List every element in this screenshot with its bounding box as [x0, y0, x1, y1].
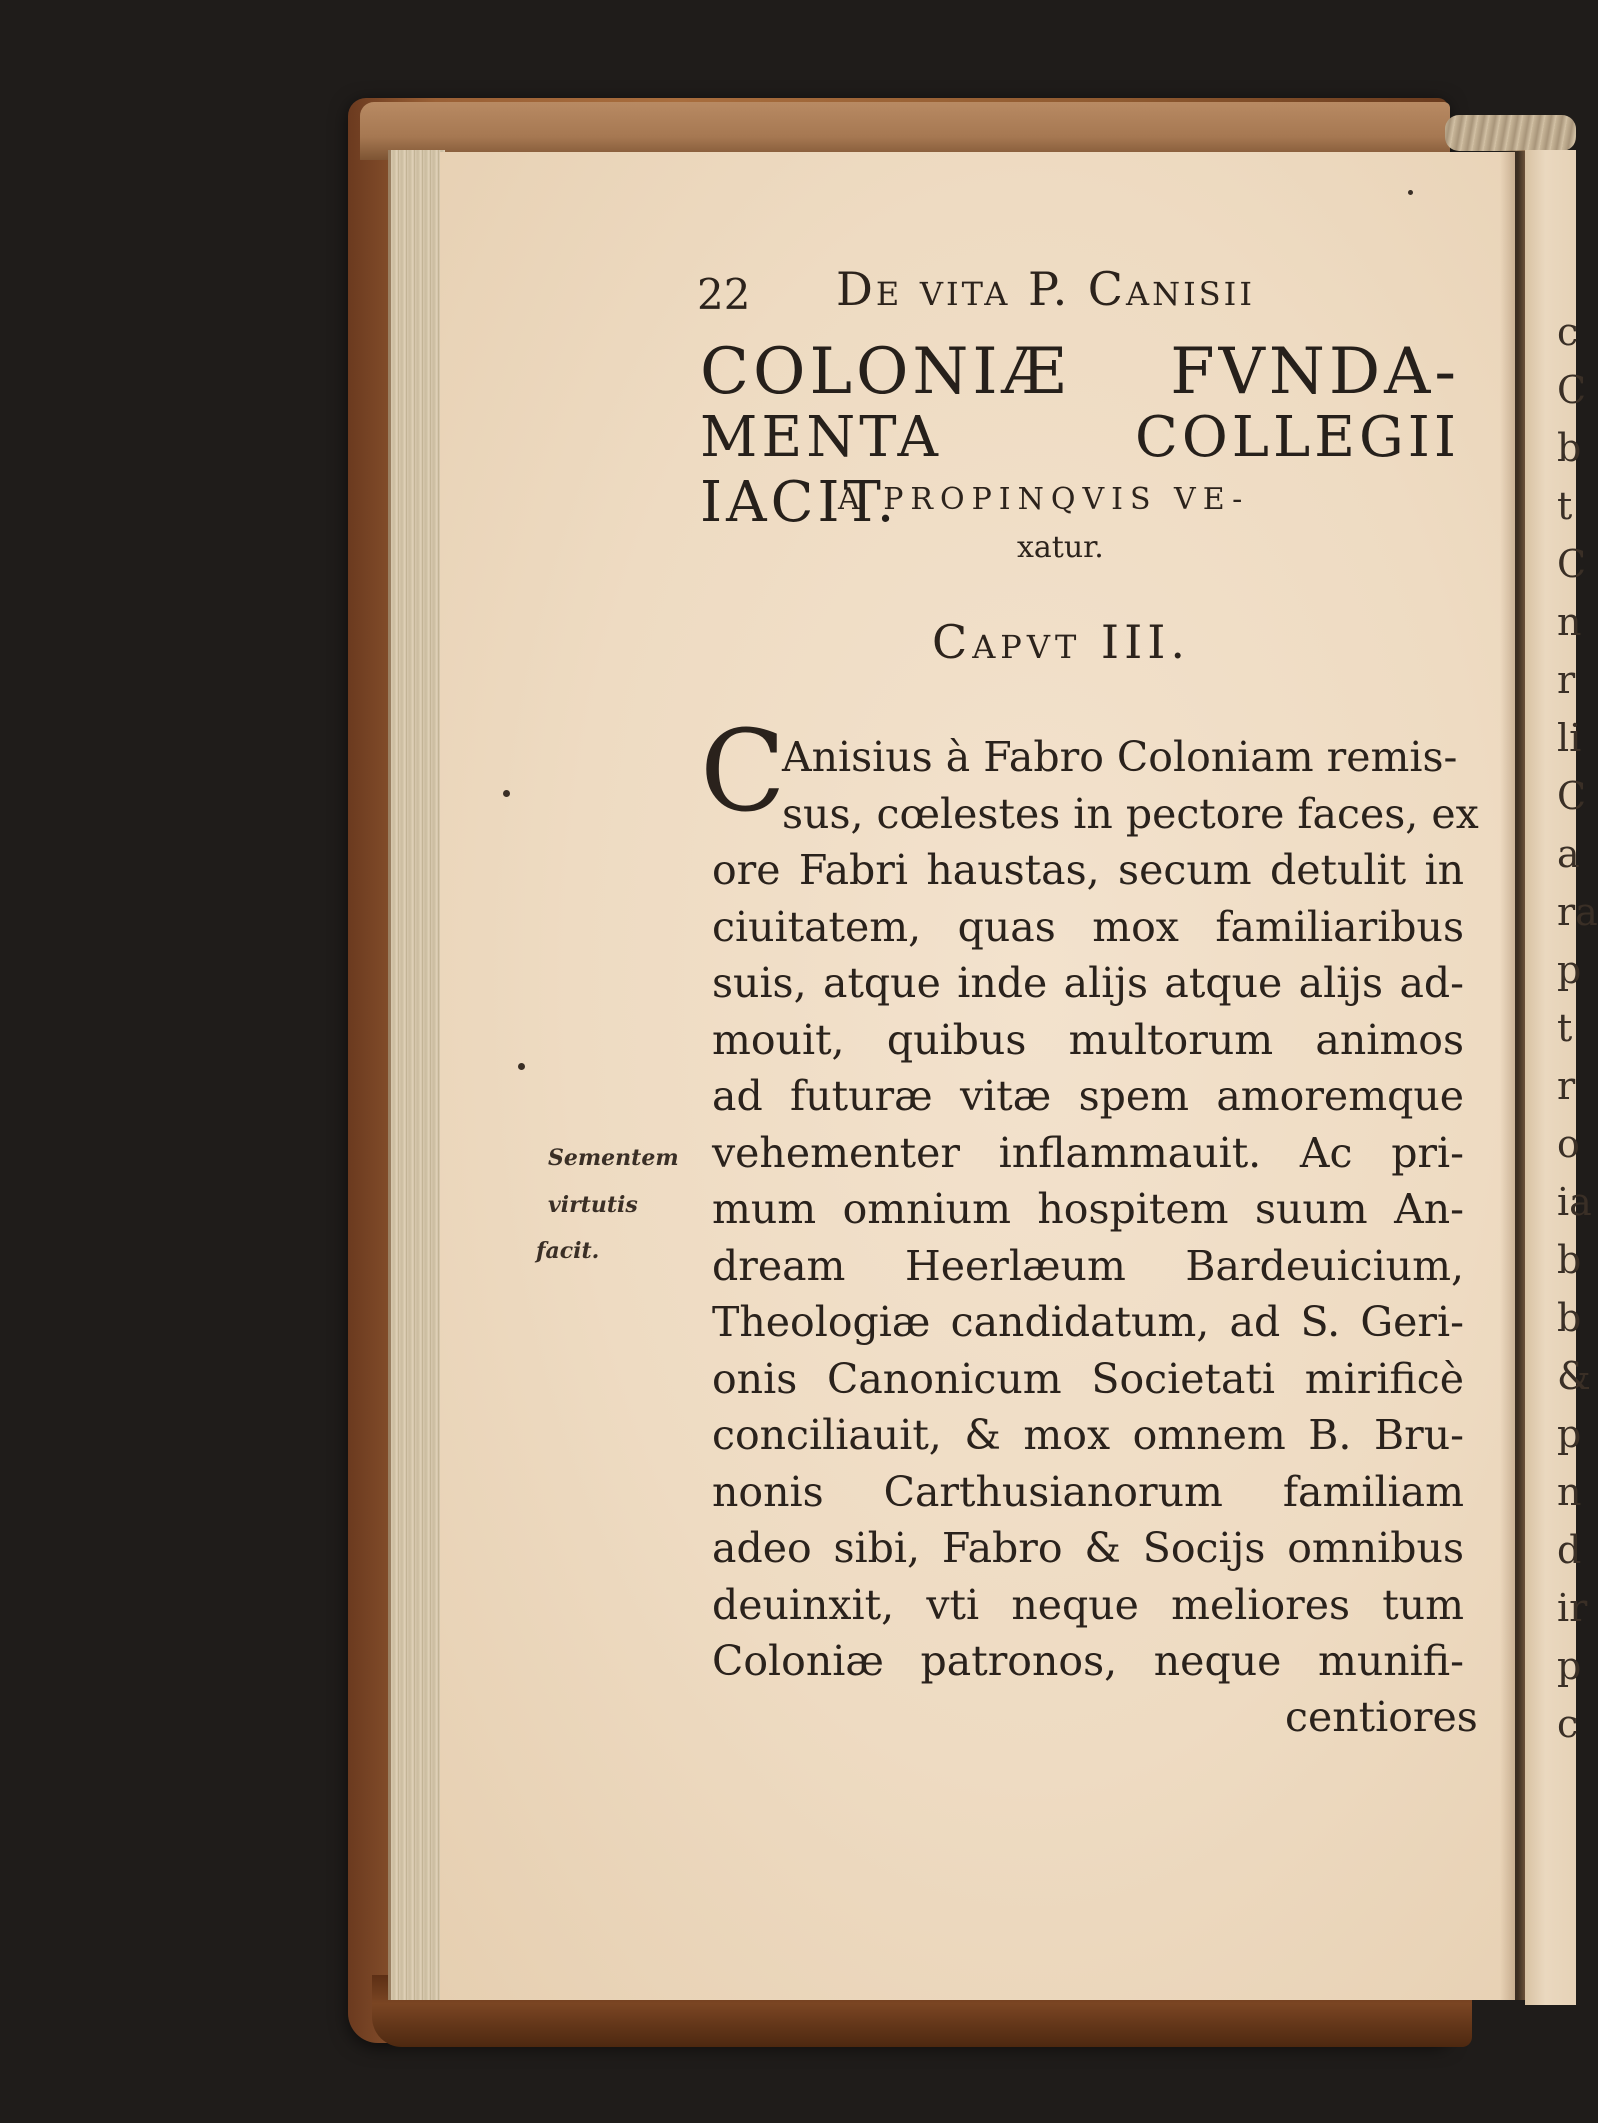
subheading-line-2: xatur. [1017, 530, 1104, 565]
body-line: vehementer inflammauit. Ac pri- [712, 1128, 1464, 1177]
ink-speck [1408, 190, 1413, 195]
facing-page-letter: r [1557, 1064, 1576, 1108]
facing-page-letter: r [1557, 658, 1576, 702]
subheading-line-1: A PROPINQVIS VE- [838, 482, 1250, 517]
margin-note-line-1: Sementem [548, 1145, 679, 1171]
catchword: centiores [1285, 1693, 1478, 1741]
chapter-number: Capvt III. [932, 615, 1191, 669]
body-line: adeo sibi, Fabro & Socijs omnibus [712, 1524, 1464, 1572]
facing-page-letter: p [1557, 948, 1582, 992]
running-title: De vita P. Canisii [836, 262, 1255, 316]
facing-page-letter: d [1557, 1528, 1582, 1572]
facing-page-letter: n [1557, 600, 1582, 644]
facing-page-letter: t [1557, 484, 1573, 528]
body-line: ad futuræ vitæ spem amoremque [712, 1072, 1464, 1120]
body-line: mum omnium hospitem suum An- [712, 1185, 1464, 1233]
margin-note-line-2: virtutis [548, 1192, 638, 1218]
ink-speck [503, 790, 510, 797]
margin-note-line-3: facit. [536, 1238, 600, 1264]
facing-page-letter: n [1557, 1470, 1582, 1514]
body-line: Coloniæ patronos, neque munifi- [712, 1637, 1464, 1685]
body-line: sus, cœlestes in pectore faces, ex [782, 789, 1479, 838]
body-line: conciliauit, & mox omnem B. Bru- [712, 1411, 1464, 1459]
facing-page-letter: b [1557, 1238, 1582, 1282]
drop-cap: C [700, 707, 786, 837]
facing-page-letter: ra [1557, 890, 1598, 934]
facing-page-letter: & [1557, 1354, 1591, 1398]
page-number: 22 [697, 270, 751, 319]
binding-cord [1445, 115, 1576, 151]
facing-page-letter: C [1557, 542, 1587, 586]
body-line: Anisius à Fabro Coloniam remis- [782, 733, 1458, 781]
body-line: mouit, quibus multorum animos [712, 1015, 1464, 1064]
heading-line-1: COLONIÆ FVNDA- [700, 335, 1460, 409]
body-line: onis Canonicum Societati mirificè [712, 1354, 1464, 1403]
body-line: deuinxit, vti neque meliores tum [712, 1580, 1464, 1629]
ink-speck [518, 1063, 525, 1070]
page-edges [388, 150, 445, 2000]
body-line: suis, atque inde alijs atque alijs ad- [712, 959, 1464, 1007]
body-line: ciuitatem, quas mox familiaribus [712, 902, 1464, 951]
facing-page-letter: C [1557, 774, 1587, 818]
facing-page-letter: p [1557, 1644, 1582, 1688]
facing-page-letter: o [1557, 1122, 1580, 1166]
heading-line-2: MENTA COLLEGII IACIT. [700, 405, 1460, 535]
facing-page-letter: b [1557, 1296, 1582, 1340]
facing-page-letter: li [1557, 716, 1582, 760]
body-line: ore Fabri haustas, secum detulit in [712, 846, 1464, 894]
facing-page-letter: c [1557, 1702, 1579, 1746]
facing-page-letter: c [1557, 310, 1579, 354]
body-line: dream Heerlæum Bardeuicium, [712, 1241, 1464, 1290]
facing-page-letter: a [1557, 832, 1580, 876]
facing-page-letter: ir [1557, 1586, 1588, 1630]
body-line: nonis Carthusianorum familiam [712, 1467, 1464, 1516]
facing-page-letter: b [1557, 426, 1582, 470]
facing-page-letter: t [1557, 1006, 1573, 1050]
facing-page-letter: ia [1557, 1180, 1592, 1224]
body-line: Theologiæ candidatum, ad S. Geri- [712, 1298, 1464, 1346]
facing-page-letter: C [1557, 368, 1587, 412]
facing-page-letter: p [1557, 1412, 1582, 1456]
